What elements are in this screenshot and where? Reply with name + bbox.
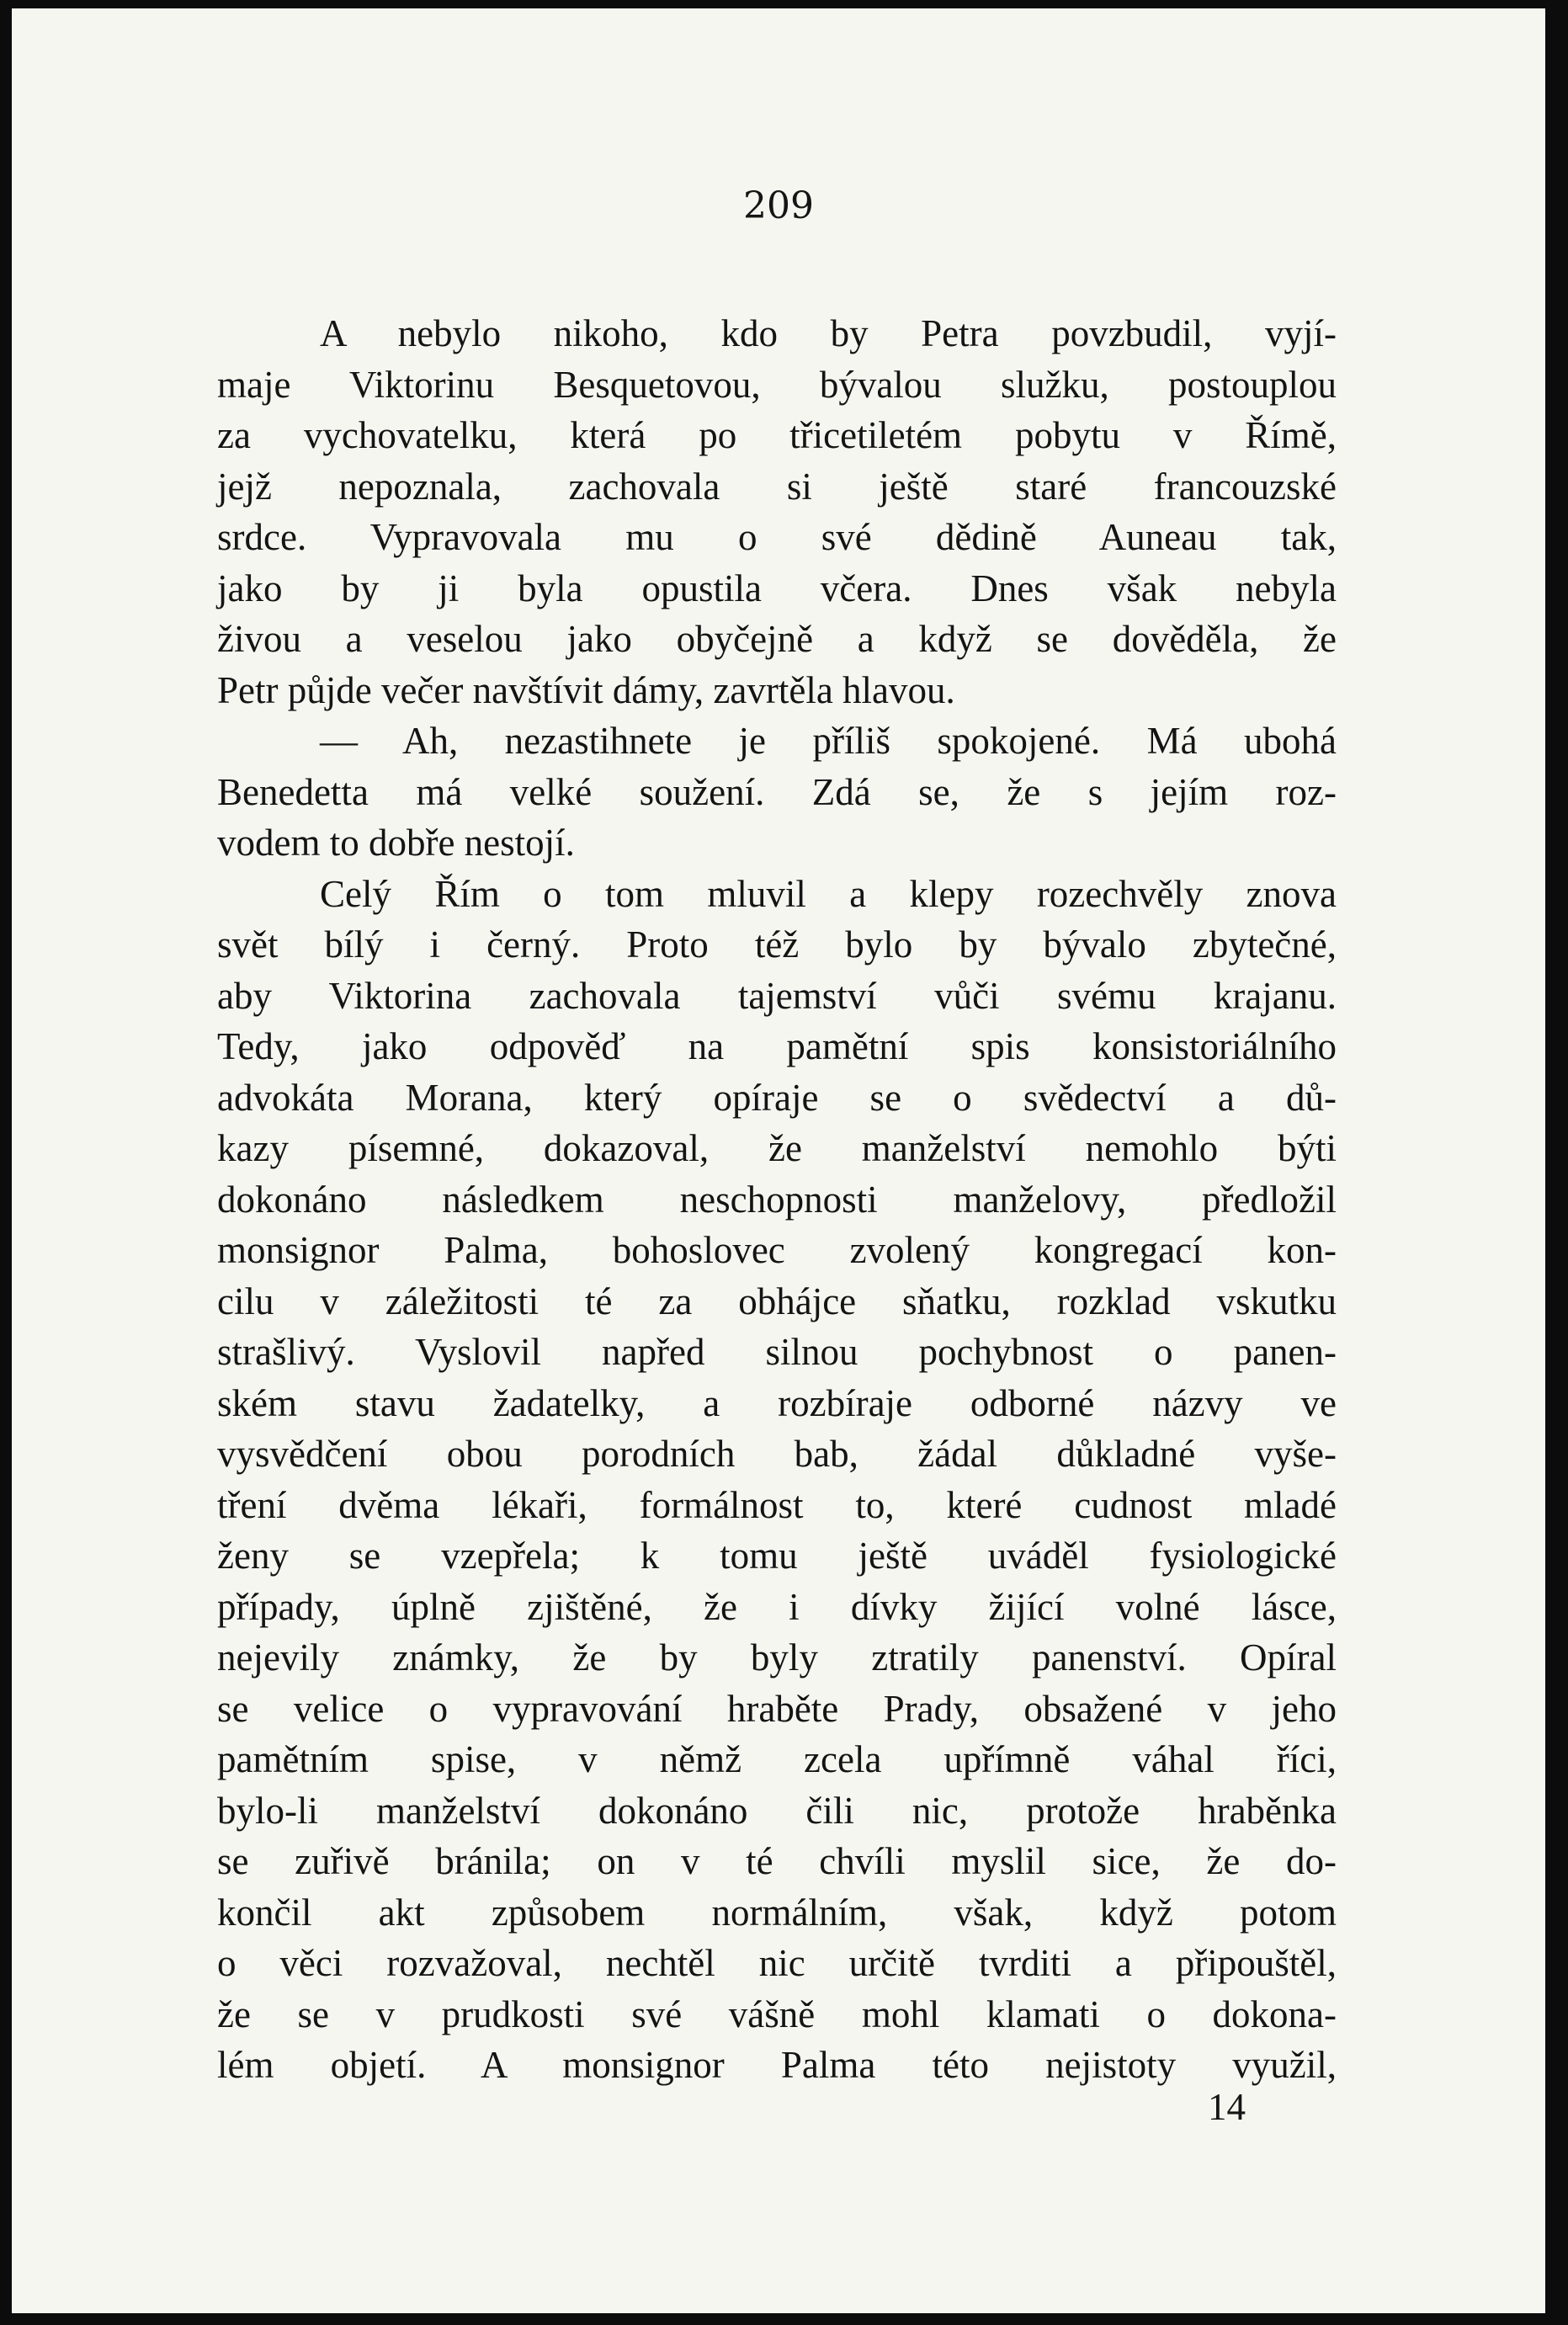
text-line: o věci rozvažoval, nechtěl nic určitě tvrditi a připouštěl,: [217, 1942, 1337, 1984]
text-line: za vychovatelku, která po třicetiletém pobytu v Římě,: [217, 414, 1337, 456]
text-line: kazy písemné, dokazoval, že manželství nemohlo býti: [217, 1127, 1337, 1169]
text-line: nejevily známky, že by byly ztratily panenství. Opíral: [217, 1636, 1337, 1679]
text-line: případy, úplně zjištěné, že i dívky žijící volné lásce,: [217, 1585, 1337, 1628]
text-line: Tedy, jako odpověď na pamětní spis konsistoriálního: [217, 1025, 1337, 1067]
text-line: končil akt způsobem normálním, však, když potom: [217, 1891, 1337, 1934]
text-line: maje Viktorinu Besquetovou, bývalou služku, postouplou: [217, 363, 1337, 406]
body-text: [217, 308, 1337, 2091]
text-line: Celý Řím o tom mluvil a klepy rozechvěly znova: [320, 872, 1337, 915]
text-line: živou a veselou jako obyčejně a když se dověděla, že: [217, 618, 1337, 660]
text-line: pamětním spise, v němž zcela upřímně váhal říci,: [217, 1738, 1337, 1780]
text-line: A nebylo nikoho, kdo by Petra povzbudil, vyjí-: [320, 312, 1337, 354]
text-line: se zuřivě bránila; on v té chvíli myslil sice, že do-: [217, 1840, 1337, 1882]
text-line: cilu v záležitosti té za obhájce sňatku, rozklad vskutku: [217, 1280, 1337, 1322]
text-line: se velice o vypravování hraběte Prady, obsažené v jeho: [217, 1687, 1337, 1730]
text-line: aby Viktorina zachovala tajemství vůči svému krajanu.: [217, 974, 1337, 1017]
text-line: advokáta Morana, který opíraje se o svědectví a dů-: [217, 1076, 1337, 1119]
text-line: lém objetí. A monsignor Palma této nejistoty využil,: [217, 2044, 1337, 2086]
text-line: ském stavu žadatelky, a rozbíraje odborné názvy ve: [217, 1381, 1337, 1424]
text-line: bylo-li manželství dokonáno čili nic, protože hraběnka: [217, 1789, 1337, 1832]
text-line: jako by ji byla opustila včera. Dnes však nebyla: [217, 567, 1337, 609]
signature-mark: 14: [1208, 2086, 1246, 2128]
text-line: vodem to dobře nestojí.: [217, 822, 575, 864]
text-line: monsignor Palma, bohoslovec zvolený kongregací kon-: [217, 1229, 1337, 1271]
text-line: Benedetta má velké soužení. Zdá se, že s jejím roz-: [217, 770, 1337, 813]
text-line: jejž nepoznala, zachovala si ještě staré francouzské: [217, 465, 1337, 508]
text-line: vysvědčení obou porodních bab, žádal důkladné vyše-: [217, 1433, 1337, 1475]
text-line: dokonáno následkem neschopnosti manželovy, předložil: [217, 1178, 1337, 1221]
text-line: — Ah, nezastihnete je příliš spokojené. Má ubohá: [320, 720, 1337, 762]
text-line: srdce. Vypravovala mu o své dědině Auneau tak,: [217, 516, 1337, 558]
text-line: svět bílý i černý. Proto též bylo by bývalo zbytečné,: [217, 923, 1337, 966]
book-page: [12, 8, 1545, 2313]
page-number: 209: [743, 184, 814, 227]
text-line: Petr půjde večer navštívit dámy, zavrtěla hlavou.: [217, 668, 955, 711]
text-line: ženy se vzepřela; k tomu ještě uváděl fysiologické: [217, 1535, 1337, 1577]
text-line: tření dvěma lékaři, formálnost to, které cudnost mladé: [217, 1483, 1337, 1526]
text-line: že se v prudkosti své vášně mohl klamati o dokona-: [217, 1992, 1337, 2035]
text-line: strašlivý. Vyslovil napřed silnou pochybnost o panen-: [217, 1331, 1337, 1373]
